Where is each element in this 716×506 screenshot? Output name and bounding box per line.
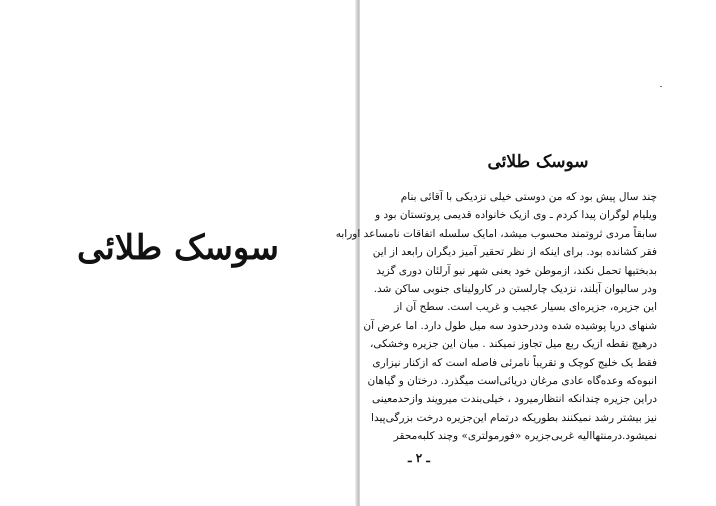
text-line: فقر کشانده بود. برای اینکه از نظر تحقیر آمیز دیگران رابعد از این	[372, 246, 657, 259]
right-page	[335, 0, 716, 506]
text-line: شنهای دریا پوشیده شده وددرحدود سه میل طول دارد. اما عرض آن	[363, 319, 657, 332]
text-line: نمیشود.درمنتهاالیه غربی‌جزیره «فورمولتری» وچند کلبه‌محقر	[393, 430, 657, 443]
title-page-heading: سوسک طلائی	[77, 228, 279, 268]
text-line: این جزیره، جزیره‌ای بسیار عجیب و غریب است. سطح آن از	[394, 301, 657, 314]
text-line: بدبختیها تحمل نکند، ازموطن خود یعنی شهر نیو آرلئان دوری گزید	[376, 264, 657, 277]
text-line: درهیچ نقطه ازیک ‌ربع میل تجاوز نمیکند . میان این ‌جزیره و‌خشکی،	[370, 338, 657, 351]
left-page	[0, 0, 356, 506]
text-line: چند سال پیش بود که من دوستی خیلی نزدیکی با آقائی بنام	[400, 191, 657, 203]
chapter-title: سوسک طلائی	[487, 152, 589, 172]
page-number: ـ ۲ ـ	[408, 451, 430, 465]
text-line: ودر سالیوان آیلند، نزدیک چارلستن در کارولینای جنوبی ساکن شد.	[373, 283, 657, 296]
text-line: فقط یک خلیج کوچک و تقریباً نامرئی فاصله است‌ که ازکنار نیزاری	[372, 356, 657, 369]
text-line: نیز بیشتر رشد نمیکنند بطوریکه درتمام این‌جزیره درخت بزرگی‌پیدا	[371, 411, 657, 424]
text-line: انبوه‌که وعده‌گاه عادی مرغان دریائی‌است میگذرد. درختان و گیاهان	[367, 375, 657, 388]
chapter-text	[335, 188, 657, 446]
text-line: سابقاً مردی ثروتمند محسوب میشد، امایک سلسله اتفاقات نامساعد اورابه	[335, 227, 657, 240]
paper-speck	[660, 86, 662, 87]
text-line: ویلیام لوگران پیدا کردم ـ وی ازیک خانواده قدیمی پروتستان بود و	[375, 209, 657, 222]
text-line: دراین جزیره چندانکه انتظارمیرود ، خیلی‌بندت میرویند وازحدمعینی	[372, 393, 657, 406]
